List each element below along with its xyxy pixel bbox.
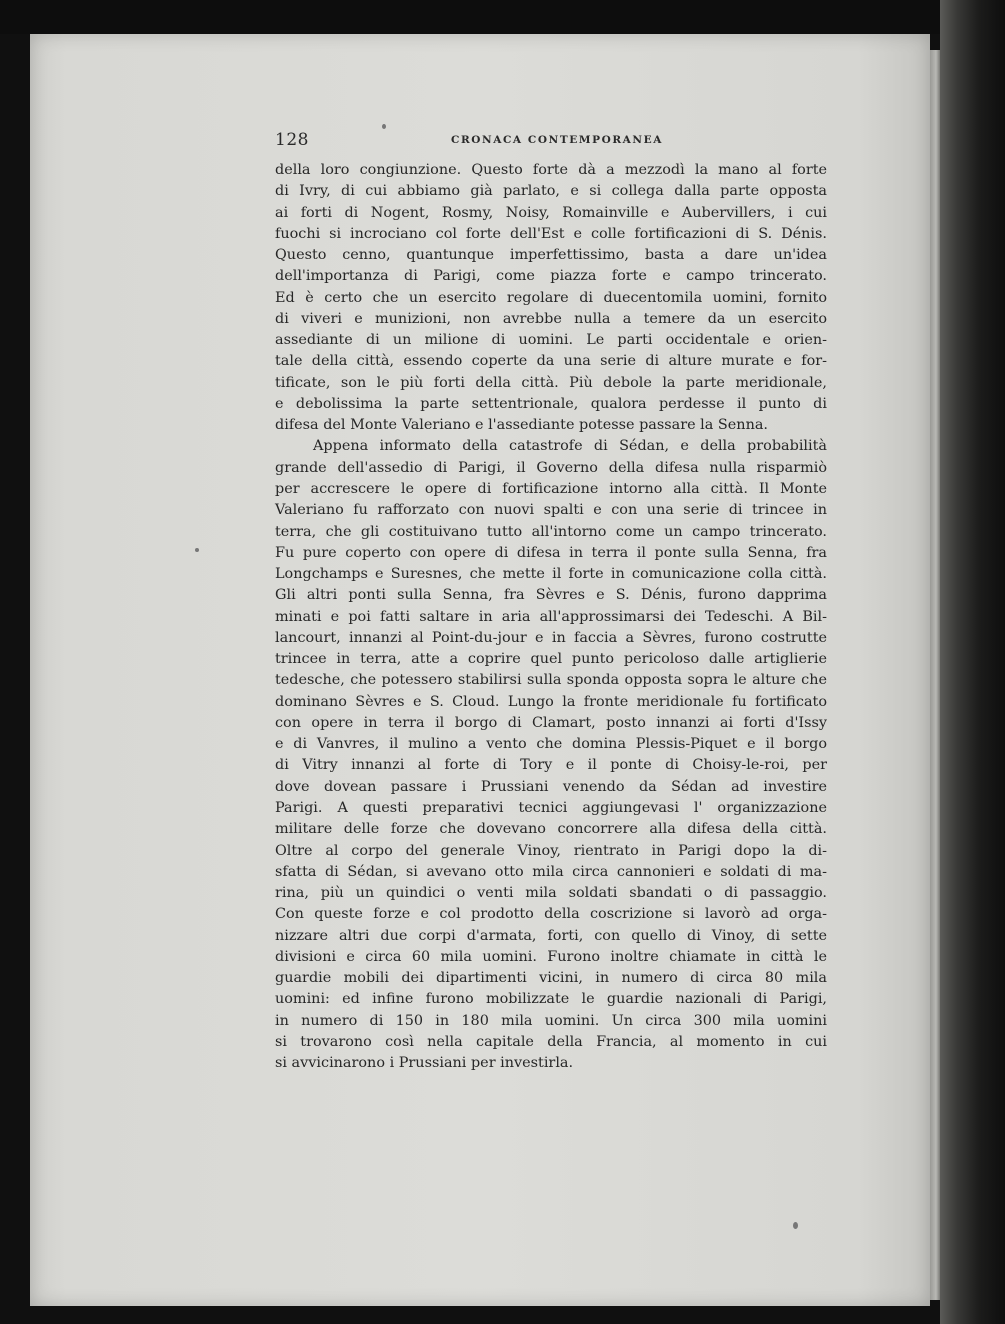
text-line: di viveri e munizioni, non avrebbe nulla a temere da un esercito bbox=[275, 310, 827, 327]
text-line: lancourt, innanzi al Point-du-jour e in faccia a Sèvres, furono costrutte bbox=[275, 629, 827, 646]
text-line: nizzare altri due corpi d'armata, forti, con quello di Vinoy, di sette bbox=[275, 927, 827, 944]
text-line: di Vitry innanzi al forte di Tory e il ponte di Choisy-le-roi, per bbox=[275, 757, 827, 774]
text-line: sfatta di Sédan, si avevano otto mila circa cannonieri e soldati di ma- bbox=[275, 863, 827, 880]
text-line: rina, più un quindici o venti mila soldati sbandati o di passaggio. bbox=[275, 885, 827, 902]
text-line: tale della città, essendo coperte da una serie di alture murate e for- bbox=[275, 353, 827, 370]
text-line: Gli altri ponti sulla Senna, fra Sèvres e S. Dénis, furono dapprima bbox=[275, 587, 827, 604]
text-line: terra, che gli costituivano tutto all'intorno come un campo trincerato. bbox=[275, 523, 827, 540]
text-line: Ed è certo che un esercito regolare di duecentomila uomini, fornito bbox=[275, 289, 827, 306]
text-line: difesa del Monte Valeriano e l'assediante potesse passare la Senna. bbox=[275, 417, 768, 434]
text-line: Fu pure coperto con opere di difesa in terra il ponte sulla Senna, fra bbox=[275, 544, 827, 561]
text-line: Oltre al corpo del generale Vinoy, rientrato in Parigi dopo la di- bbox=[275, 842, 827, 859]
text-line: assediante di un milione di uomini. Le parti occidentale e orien- bbox=[275, 332, 827, 349]
page-number: 128 bbox=[275, 130, 309, 150]
text-line: tedesche, che potessero stabilirsi sulla sponda opposta sopra le alture che bbox=[275, 672, 827, 689]
text-line: guardie mobili dei dipartimenti vicini, in numero di circa 80 mila bbox=[275, 970, 827, 987]
text-line: ai forti di Nogent, Rosmy, Noisy, Romainville e Aubervillers, i cui bbox=[275, 204, 827, 221]
text-line: e di Vanvres, il mulino a vento che domina Plessis-Piquet e il borgo bbox=[275, 736, 827, 753]
text-line: grande dell'assedio di Parigi, il Governo della difesa nulla risparmiò bbox=[275, 459, 827, 476]
text-line: Con queste forze e col prodotto della coscrizione si lavorò ad orga- bbox=[275, 906, 827, 923]
facing-page-edge bbox=[940, 0, 1005, 1324]
scan-top-border bbox=[0, 0, 1005, 34]
ink-speck bbox=[793, 1222, 798, 1229]
text-line: minati e poi fatti saltare in aria all'approssimarsi dei Tedeschi. A Bil- bbox=[275, 608, 827, 625]
text-line: per accrescere le opere di fortificazione intorno alla città. Il Monte bbox=[275, 480, 827, 497]
text-line: dell'importanza di Parigi, come piazza forte e campo trincerato. bbox=[275, 268, 827, 285]
text-line: fuochi si incrociano col forte dell'Est e colle fortificazioni di S. Dénis. bbox=[275, 225, 827, 242]
ink-speck bbox=[382, 124, 386, 129]
paragraph bbox=[275, 436, 827, 1074]
text-line: si trovarono così nella capitale della Francia, al momento in cui bbox=[275, 1033, 827, 1050]
page-header bbox=[275, 130, 827, 152]
text-line: con opere in terra il borgo di Clamart, posto innanzi ai forti d'Issy bbox=[275, 714, 827, 731]
text-line: militare delle forze che dovevano concorrere alla difesa della città. bbox=[275, 821, 827, 838]
text-line: trincee in terra, atte a coprire quel punto pericoloso dalle artiglierie bbox=[275, 651, 827, 668]
text-line: dominano Sèvres e S. Cloud. Lungo la fronte meridionale fu fortificato bbox=[275, 693, 827, 710]
page-edge bbox=[930, 50, 940, 1300]
text-line: e debolissima la parte settentrionale, qualora perdesse il punto di bbox=[275, 395, 827, 412]
running-head: CRONACA CONTEMPORANEA bbox=[451, 134, 663, 146]
text-line: di Ivry, di cui abbiamo già parlato, e si collega dalla parte opposta bbox=[275, 183, 827, 200]
text-line: Appena informato della catastrofe di Sédan, e della probabilità bbox=[313, 438, 827, 455]
text-line: Valeriano fu rafforzato con nuovi spalti e con una serie di trincee in bbox=[275, 502, 827, 519]
paragraph bbox=[275, 160, 827, 436]
text-line: divisioni e circa 60 mila uomini. Furono inoltre chiamate in città le bbox=[275, 948, 827, 965]
text-line: uomini: ed infine furono mobilizzate le guardie nazionali di Parigi, bbox=[275, 991, 827, 1008]
text-line: in numero di 150 in 180 mila uomini. Un circa 300 mila uomini bbox=[275, 1012, 827, 1029]
ink-speck bbox=[195, 548, 199, 552]
text-line: Longchamps e Suresnes, che mette il forte in comunicazione colla città. bbox=[275, 566, 827, 583]
text-line: dove dovean passare i Prussiani venendo da Sédan ad investire bbox=[275, 778, 827, 795]
text-line: della loro congiunzione. Questo forte dà a mezzodì la mano al forte bbox=[275, 162, 827, 178]
text-line: si avvicinarono i Prussiani per investirla. bbox=[275, 1055, 574, 1072]
body-text bbox=[275, 160, 827, 1074]
text-line: tificate, son le più forti della città. Più debole la parte meridionale, bbox=[275, 374, 827, 391]
text-line: Parigi. A questi preparativi tecnici aggiungevasi l' organizzazione bbox=[275, 799, 827, 816]
text-line: Questo cenno, quantunque imperfettissimo, basta a dare un'idea bbox=[275, 247, 827, 264]
